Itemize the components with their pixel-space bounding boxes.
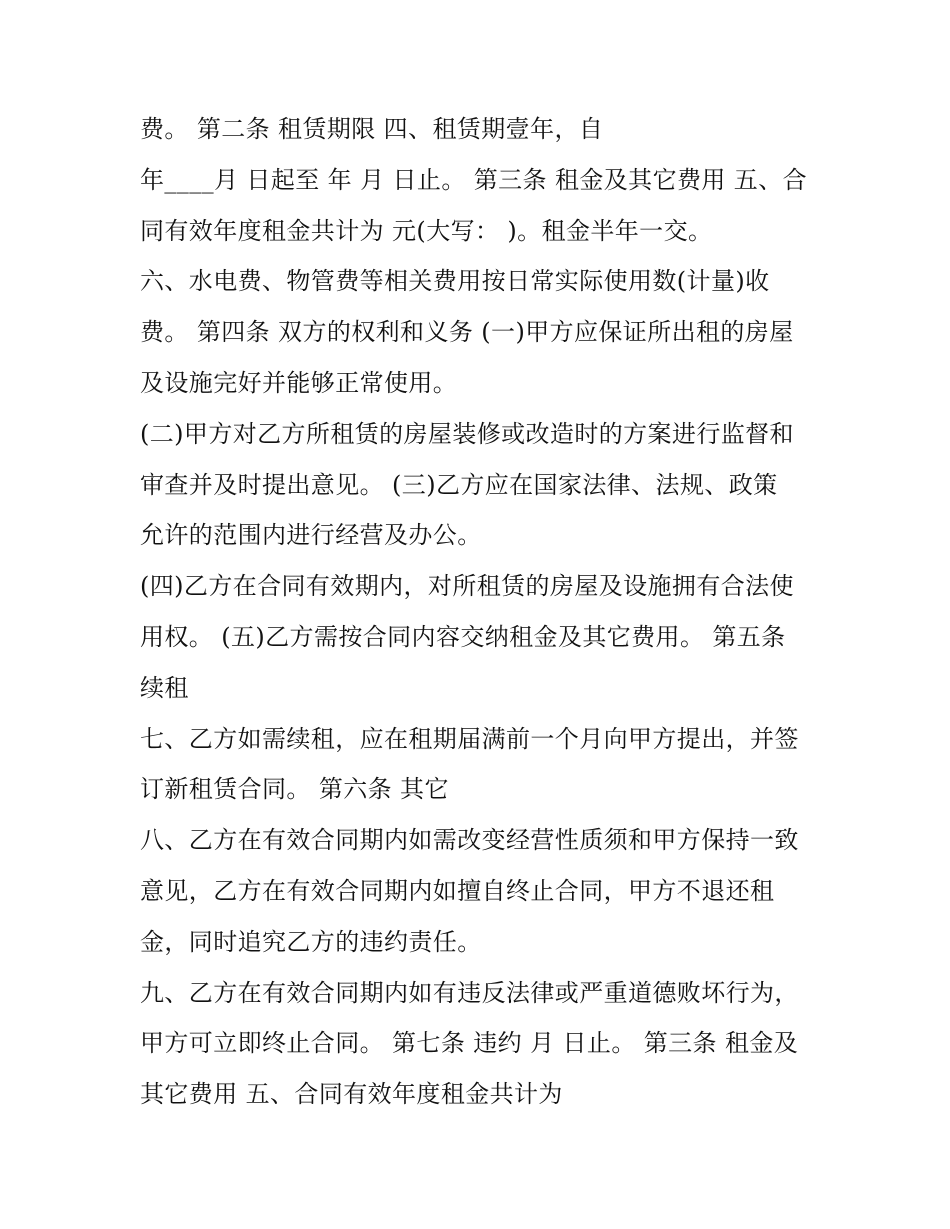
- text-line: 续租: [140, 673, 189, 702]
- text-line: (四)乙方在合同有效期内，对所租赁的房屋及设施拥有合法使: [140, 572, 794, 601]
- text-line: 允许的范围内进行经营及办公。: [140, 521, 482, 550]
- text-line: 费。 第二条 租赁期限 四、租赁期壹年，自: [140, 115, 604, 143]
- text-line: 年____月 日起至 年 月 日止。 第三条 租金及其它费用 五、合: [140, 165, 808, 194]
- text-line: 费。 第四条 双方的权利和义务 (一)甲方应保证所出租的房屋: [140, 318, 794, 347]
- text-line: 同有效年度租金共计为 元(大写： )。租金半年一交。: [140, 216, 713, 245]
- text-line: 金，同时追究乙方的违约责任。: [140, 927, 482, 956]
- text-line: 订新租赁合同。 第六条 其它: [140, 775, 449, 804]
- text-line: 意见，乙方在有效合同期内如擅自终止合同，甲方不退还租: [140, 876, 775, 905]
- text-line: 其它费用 五、合同有效年度租金共计为: [140, 1080, 563, 1109]
- contract-text: [140, 104, 830, 1120]
- text-line: 八、乙方在有效合同期内如需改变经营性质须和甲方保持一致: [140, 826, 799, 855]
- text-line: 用权。 (五)乙方需按合同内容交纳租金及其它费用。 第五条: [140, 622, 786, 651]
- text-line: 七、乙方如需续租，应在租期届满前一个月向甲方提出，并签: [140, 724, 799, 753]
- text-line: 及设施完好并能够正常使用。: [140, 368, 458, 397]
- text-line: 九、乙方在有效合同期内如有违反法律或严重道德败坏行为，: [140, 978, 799, 1007]
- text-line: 甲方可立即终止合同。 第七条 违约 月 日止。 第三条 租金及: [140, 1029, 799, 1058]
- text-line: (二)甲方对乙方所租赁的房屋装修或改造时的方案进行监督和: [140, 419, 794, 448]
- text-line: 审查并及时提出意见。 (三)乙方应在国家法律、法规、政策: [140, 470, 778, 499]
- text-line: 六、水电费、物管费等相关费用按日常实际使用数(计量)收: [140, 267, 770, 296]
